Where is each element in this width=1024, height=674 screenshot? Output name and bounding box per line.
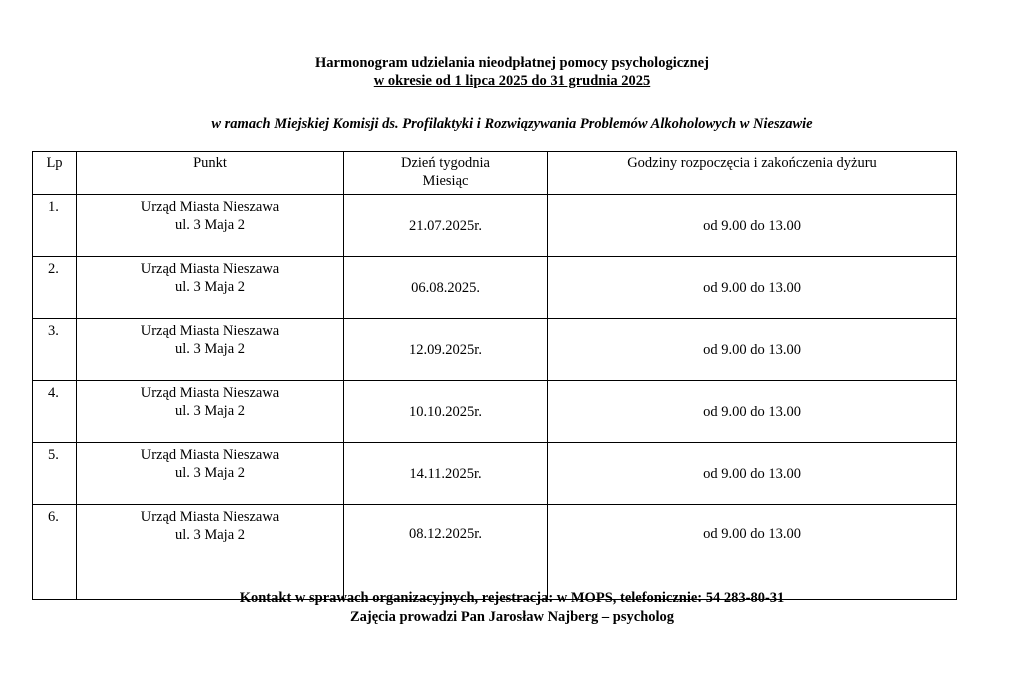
document-period bbox=[0, 72, 1024, 90]
row-number: 4. bbox=[33, 381, 77, 443]
row-hours: od 9.00 do 13.00 bbox=[548, 381, 957, 443]
row-place bbox=[77, 195, 344, 257]
row-hours: od 9.00 do 13.00 bbox=[548, 443, 957, 505]
row-date: 21.07.2025r. bbox=[344, 195, 548, 257]
place-name: Urząd Miasta Nieszawa bbox=[140, 385, 280, 401]
column-header-dzien-line1: Dzień tygodnia bbox=[401, 155, 490, 171]
place-name: Urząd Miasta Nieszawa bbox=[140, 199, 280, 215]
row-place bbox=[77, 443, 344, 505]
place-name: Urząd Miasta Nieszawa bbox=[140, 447, 280, 463]
table-header-row bbox=[33, 152, 957, 195]
document-title: Harmonogram udzielania nieodpłatnej pomocy psychologicznej bbox=[315, 55, 709, 71]
row-date: 14.11.2025r. bbox=[344, 443, 548, 505]
document-period-text: w okresie od 1 lipca 2025 do 31 grudnia 2025 bbox=[373, 73, 651, 89]
contact-info: Kontakt w sprawach organizacyjnych, rejestracja: w MOPS, telefonicznie: 54 283-80-31 bbox=[239, 590, 785, 606]
row-date: 10.10.2025r. bbox=[344, 381, 548, 443]
row-date: 12.09.2025r. bbox=[344, 319, 548, 381]
row-hours: od 9.00 do 13.00 bbox=[548, 257, 957, 319]
row-number: 6. bbox=[33, 505, 77, 600]
column-header-godziny: Godziny rozpoczęcia i zakończenia dyżuru bbox=[548, 152, 957, 195]
row-number: 3. bbox=[33, 319, 77, 381]
row-hours: od 9.00 do 13.00 bbox=[548, 319, 957, 381]
row-hours: od 9.00 do 13.00 bbox=[548, 195, 957, 257]
row-place bbox=[77, 319, 344, 381]
row-place bbox=[77, 257, 344, 319]
column-header-punkt: Punkt bbox=[77, 152, 344, 195]
column-header-lp: Lp bbox=[33, 152, 77, 195]
place-address: ul. 3 Maja 2 bbox=[174, 341, 246, 357]
document-subtitle: w ramach Miejskiej Komisji ds. Profilaktyki i Rozwiązywania Problemów Alkoholowych w Nieszawie bbox=[211, 116, 813, 132]
schedule-table bbox=[32, 151, 957, 600]
place-address: ul. 3 Maja 2 bbox=[174, 527, 246, 543]
place-name: Urząd Miasta Nieszawa bbox=[140, 261, 280, 277]
column-header-dzien-line2: Miesiąc bbox=[422, 173, 469, 189]
table-row bbox=[33, 319, 957, 381]
row-number: 1. bbox=[33, 195, 77, 257]
place-address: ul. 3 Maja 2 bbox=[174, 217, 246, 233]
table-row bbox=[33, 195, 957, 257]
table-row bbox=[33, 381, 957, 443]
row-number: 2. bbox=[33, 257, 77, 319]
row-date: 08.12.2025r. bbox=[344, 505, 548, 600]
row-place bbox=[77, 505, 344, 600]
place-address: ul. 3 Maja 2 bbox=[174, 403, 246, 419]
host-info: Zajęcia prowadzi Pan Jarosław Najberg – psycholog bbox=[349, 609, 675, 625]
table-row bbox=[33, 505, 957, 600]
place-address: ul. 3 Maja 2 bbox=[174, 465, 246, 481]
place-name: Urząd Miasta Nieszawa bbox=[140, 509, 280, 525]
place-name: Urząd Miasta Nieszawa bbox=[140, 323, 280, 339]
row-place bbox=[77, 381, 344, 443]
table-row bbox=[33, 257, 957, 319]
row-number: 5. bbox=[33, 443, 77, 505]
table-row bbox=[33, 443, 957, 505]
column-header-dzien bbox=[344, 152, 548, 195]
row-hours: od 9.00 do 13.00 bbox=[548, 505, 957, 600]
place-address: ul. 3 Maja 2 bbox=[174, 279, 246, 295]
row-date: 06.08.2025. bbox=[344, 257, 548, 319]
